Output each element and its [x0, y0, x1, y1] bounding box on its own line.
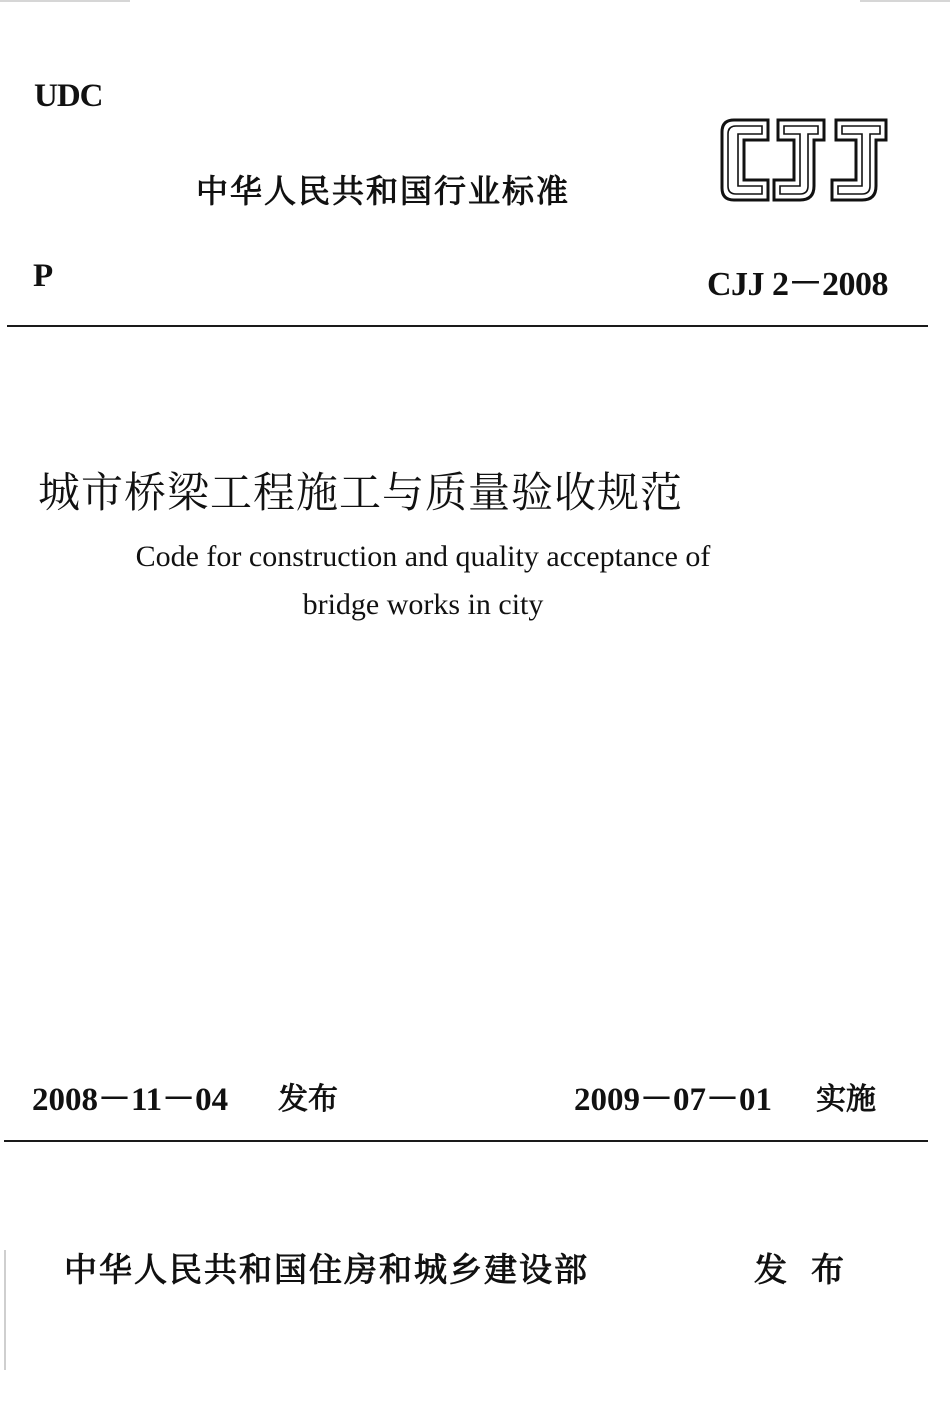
- issuer: 中华人民共和国住房和城乡建设部: [64, 1250, 589, 1289]
- implement-date: 2009－07－01: [574, 1082, 772, 1118]
- title-english-line2: bridge works in city: [302, 588, 544, 621]
- category-letter: P: [33, 258, 54, 294]
- divider: [7, 325, 928, 327]
- industry-standard-heading: 中华人民共和国行业标准: [196, 172, 571, 210]
- title-chinese: 城市桥梁工程施工与质量验收规范: [38, 468, 684, 517]
- implement-label: 实施: [816, 1082, 876, 1117]
- scan-edge: [0, 0, 130, 2]
- cjj-logo: [716, 114, 892, 206]
- cjj-logo-text: CJJ: [803, 174, 805, 175]
- scan-edge: [4, 1250, 6, 1370]
- udc-label: UDC: [34, 78, 103, 114]
- issue-label: 发布: [278, 1082, 338, 1117]
- scan-edge: [860, 0, 950, 2]
- issuer-action: 发布: [754, 1250, 868, 1289]
- divider: [4, 1140, 928, 1142]
- standard-number: CJJ 2－2008: [706, 266, 888, 303]
- title-english-line1: Code for construction and quality acceptance of: [135, 540, 711, 573]
- issue-date: 2008－11－04: [32, 1082, 229, 1118]
